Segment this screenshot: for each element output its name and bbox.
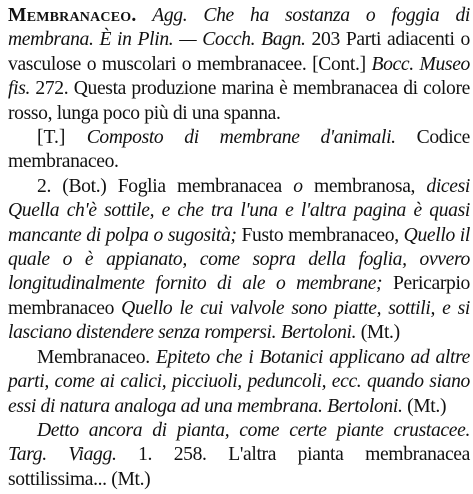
source-tag: (Mt.): [356, 322, 400, 344]
conjunction: o: [293, 175, 303, 197]
example-text: Codice membranaceo.: [8, 127, 470, 173]
definition-text: Epiteto che i Botanici applicano ad altre parti, come ai calici, picciuoli, peduncoli, ecc. quando siano essi di natura analoga ad una membrana. Bertoloni.: [8, 346, 471, 417]
citation-text: 272. Questa produzione marina è membranacea di colore rosso, lunga poco più di una spanna.: [8, 78, 470, 124]
headword-repeat: Membranaceo.: [37, 346, 156, 368]
entry-definition-paragraph: [8, 4, 470, 126]
source-reference: Bocc. Museo fis.: [8, 53, 470, 100]
definition-text: Composto di membrane d'animali.: [86, 127, 396, 149]
entry-botany-paragraph: [8, 175, 470, 346]
definition-text: Agg. Che ha sostanza o foggia di membrana. È in Plin. — Cocch. Bagn.: [8, 5, 470, 51]
source-tag: (Mt.): [402, 395, 447, 417]
example-text: membranosa,: [302, 175, 427, 197]
entry-plant-paragraph: [8, 419, 470, 492]
entry-epithet-paragraph: [8, 346, 470, 419]
definition-text: dicesi Quella ch'è sottile, e che tra l'una e l'altra pagina è quasi mancante di polpa o sugosità;: [8, 175, 470, 246]
headword: Membranaceo.: [8, 5, 137, 26]
example-text: Pericarpio membranaceo: [8, 273, 470, 319]
sense-number: 2. (Bot.) Foglia membranacea: [37, 175, 294, 197]
definition-text: Quello le cui valvole sono piatte, sottili, e si lasciano distendere senza rompersi. Bertoloni.: [8, 297, 470, 344]
entry-subsense-paragraph: [8, 126, 470, 175]
sense-marker: [T.]: [37, 127, 87, 149]
citation-text: 1. 258. L'altra pianta membranacea sottilissima... (Mt.): [8, 444, 470, 490]
definition-text: Quello il quale o è appianato, come sopra della foglia, ovvero longitudinalmente fornito di ale o membrane;: [8, 224, 470, 295]
example-text: Fusto membranaceo,: [236, 224, 404, 246]
definition-text: Detto ancora di pianta, come certe piante crustacee. Targ. Viagg.: [8, 419, 470, 466]
citation-text: 203 Parti adiacenti o vasculose o muscolari o membranacee. [Cont.]: [8, 29, 470, 75]
